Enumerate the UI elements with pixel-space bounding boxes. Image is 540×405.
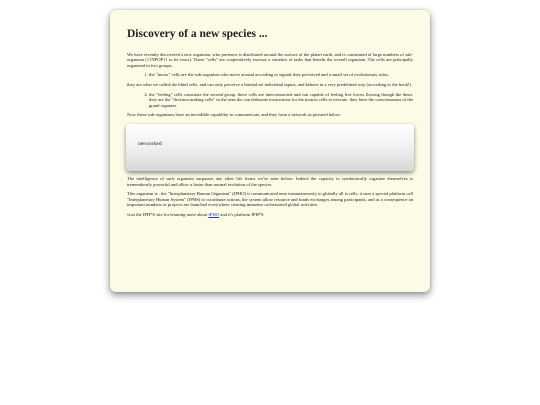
- page-title: Discovery of a new species ...: [127, 28, 268, 40]
- content-card: [110, 10, 430, 292]
- intro-paragraph: We have recently discovered a new organism, who presence is distributed around the surface of the planet earth, and is constituted of large numbers of sub-organism ({{NPOP}} to be exact). These "cells" are cooperatively execute a varieties of tasks that benefit the overall organism. The cells are principally organized in two groups,: [127, 51, 413, 68]
- ipho-paragraph: This organism is . the "Interplanetary Human Organism" (IPHO) it communicated near instantaneously to globally all is cells, it uses a special platform call "Interplanetary Human System" (IPHS) to coordinate actions, the system allow resource and funds exchanges among participants, and as a consequence an important numbers or projects are launched everywhere creating immense orchestrated global activities.: [127, 191, 413, 208]
- feeling-cells-item: 2. the "feeling" cells constitute the second group. these cells are interconnected and can capable of feeling live forces flowing though the them. they are the "decision making cells" in the sens the can elaborate instructions for the motors cells to execute. they have the consciousness of the grand organize.: [149, 92, 413, 109]
- cell-list-1: [127, 72, 413, 78]
- intelligence-paragraph: The intelligence of such organism surpasses any other life forms we've seen before. Indeed the capacity to symbiotically organize themselves is tremendously powerful and allow a faster than normal evolution of the species.: [127, 175, 413, 187]
- visit-text-post: and it's platform IPH*S: [219, 211, 264, 217]
- network-label: networked: [138, 140, 162, 147]
- network-picture-box: [126, 124, 414, 171]
- cell-list-2: [127, 92, 413, 109]
- blind-cells-paragraph: they are what we called the blind cells, and can only perceive a limited set individual inputs, and behave in a very predefined way (according to the book!): [127, 82, 412, 88]
- visit-paragraph: [127, 212, 413, 218]
- visit-text-pre: visit the IPH*S site for learning more about: [127, 211, 209, 217]
- ipho-link[interactable]: IPHO: [208, 211, 220, 217]
- network-intro-paragraph: Now these sub-organisms have an incredible capability to communicate, and they form a network as pictured below:: [127, 112, 342, 118]
- motor-cells-item: 1. the "motor" cells are the sub-organism who move around according to signals they perceived and a small set of evolutionary rules,: [149, 72, 413, 78]
